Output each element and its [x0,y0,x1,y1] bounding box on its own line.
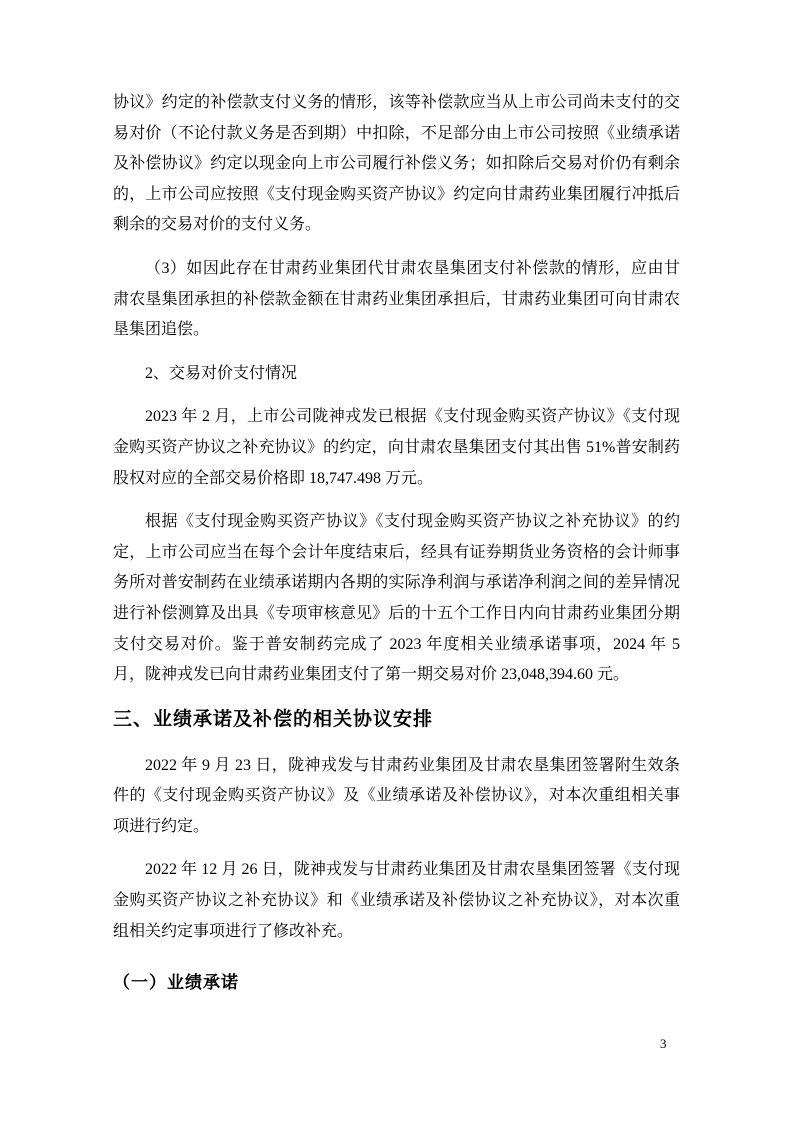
page-number: 3 [660,1036,667,1051]
paragraph-installment-payment: 根据《支付现金购买资产协议》《支付现金购买资产协议之补充协议》的约定，上市公司应当在每个会计年度结束后，经具有证券期货业务资格的会计师事务所对普安制药在业绩承诺期内各期的实际净利润与承诺净利润之间的差异情况进行补偿测算及出具《专项审核意见》后的十五个工作日内向甘肃药业集团分期支付交易对价。鉴于普安制药完成了 2023 年度相关业绩承诺事项，2024 年 5 月，陇神戎发已向甘肃药业集团支付了第一期交易对价 23,048,394.60 元。 [113,513,680,684]
section-heading-3-performance-commitment: 三、业绩承诺及补偿的相关协议安排 [113,708,434,730]
paragraph-compensation-offset-continuation: 协议》约定的补偿款支付义务的情形，该等补偿款应当从上市公司尚未支付的交易对价（不论付款义务是否到期）中扣除，不足部分由上市公司按照《业绩承诺及补偿协议》约定以现金向上市公司履行补偿义务；如扣除后交易对价仍有剩余的，上市公司应按照《支付现金购买资产协议》约定向甘肃药业集团履行冲抵后剩余的交易对价的支付义务。 [113,94,680,234]
paragraph-agreement-signed-20220923: 2022 年 9 月 23 日，陇神戎发与甘肃药业集团及甘肃农垦集团签署附生效条件的《支付现金购买资产协议》及《业绩承诺及补偿协议》，对本次重组相关事项进行约定。 [113,756,680,835]
paragraph-item3-recourse: （3）如因此存在甘肃药业集团代甘肃农垦集团支付补偿款的情形，应由甘肃农垦集团承担的补偿款金额在甘肃药业集团承担后，甘肃药业集团可向甘肃农垦集团追偿。 [113,259,680,339]
subsection-heading-1-performance-commitment: （一）业绩承诺 [113,973,239,993]
subheading-payment-status: 2、交易对价支付情况 [145,364,298,382]
paragraph-payment-feb-2023: 2023 年 2 月，上市公司陇神戎发已根据《支付现金购买资产协议》《支付现金购买资产协议之补充协议》的约定，向甘肃农垦集团支付其出售 51%普安制药股权对应的全部交易价格即 18,747.498 万元。 [113,408,680,487]
document-body [113,88,680,997]
paragraph-supplement-signed-20221226: 2022 年 12 月 26 日，陇神戎发与甘肃药业集团及甘肃农垦集团签署《支付现金购买资产协议之补充协议》和《业绩承诺及补偿协议之补充协议》，对本次重组相关约定事项进行了修改补充。 [113,861,680,940]
